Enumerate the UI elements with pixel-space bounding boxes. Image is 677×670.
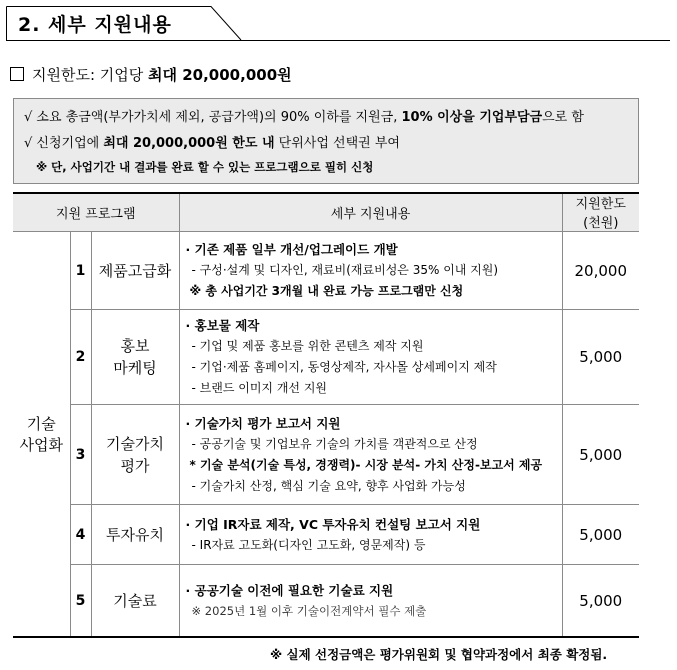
note-3: ※ 단, 사업기간 내 결과를 완료 할 수 있는 프로그램으로 필히 신청 — [36, 160, 374, 174]
category-cell — [13, 232, 70, 637]
program-name-l1: 홍보 — [120, 337, 150, 355]
row-number: 2 — [70, 310, 91, 405]
note-2-a: √ 신청기업에 — [24, 136, 104, 151]
table-row — [13, 405, 639, 505]
program-name — [91, 405, 179, 505]
detail-line: · 기존 제품 일부 개선/업그레이드 개발 — [185, 242, 398, 257]
program-table — [13, 192, 639, 637]
limit-amount-cell: 5,000 — [562, 310, 639, 405]
program-detail — [179, 505, 562, 565]
detail-line: ※ 2025년 1월 이후 기술이전계약서 필수 제출 — [191, 603, 427, 618]
note-1-c: 으로 함 — [542, 110, 584, 125]
row-number: 1 — [70, 232, 91, 310]
program-detail — [179, 405, 562, 505]
notes-box — [13, 98, 639, 184]
header-underline — [6, 40, 670, 41]
table-row — [13, 232, 639, 310]
program-name-l1: 기술료 — [113, 591, 157, 610]
header-limit — [562, 193, 639, 232]
detail-line: ※ 총 사업기간 3개월 내 완료 가능 프로그램만 신청 — [189, 284, 464, 298]
detail-line: * 기술 분석(기술 특성, 경쟁력)- 시장 분석- 가치 산정-보고서 제공 — [189, 457, 543, 472]
table-top-rule — [13, 192, 639, 194]
detail-line: - 공공기술 및 기업보유 기술의 가치를 객관적으로 산정 — [191, 436, 478, 451]
program-detail — [179, 565, 562, 637]
header-program: 지원 프로그램 — [13, 193, 179, 232]
program-name-l1: 제품고급화 — [98, 261, 172, 280]
detail-line: - 기업·제품 홈페이지, 동영상제작, 자사몰 상세페이지 제작 — [191, 360, 497, 374]
detail-line: · 공공기술 이전에 필요한 기술료 지원 — [185, 582, 394, 598]
program-name — [91, 505, 179, 565]
table-row — [13, 505, 639, 565]
program-name — [91, 310, 179, 405]
note-1 — [24, 106, 584, 125]
row-number: 5 — [70, 565, 91, 637]
program-detail — [179, 310, 562, 405]
detail-line: · 홍보물 제작 — [185, 318, 260, 333]
note-2-b: 최대 20,000,000원 한도 내 — [103, 136, 275, 151]
note-2-c: 단위사업 선택권 부여 — [274, 136, 400, 151]
header-detail: 세부 지원내용 — [179, 193, 562, 232]
program-name-l1: 기술가치 — [106, 434, 164, 453]
program-name-l1: 투자유치 — [106, 525, 164, 544]
table-row — [13, 310, 639, 405]
note-1-a: √ 소요 총금액(부가가치세 제외, 공급가액)의 90% 이하를 지원금, — [24, 110, 402, 125]
limit-amount: 최대 20,000,000원 — [148, 66, 292, 84]
section-header-tab — [6, 6, 242, 40]
category-l1: 기술 — [26, 415, 56, 433]
footnote: ※ 실제 선정금액은 평가위원회 및 협약과정에서 최종 확정됨. — [270, 647, 608, 662]
program-name-l2: 마케팅 — [113, 359, 157, 377]
detail-line: - 기술가치 산정, 핵심 기술 요약, 향후 사업화 가능성 — [191, 478, 466, 493]
detail-line: - IR자료 고도화(디자인 고도화, 영문제작) 등 — [191, 537, 426, 552]
header-limit-l1: 지원한도 — [575, 197, 626, 212]
row-number: 3 — [70, 405, 91, 505]
support-limit-line — [10, 64, 292, 85]
limit-amount-cell: 20,000 — [562, 232, 639, 310]
category-l2: 사업화 — [19, 436, 63, 454]
row-number: 4 — [70, 505, 91, 565]
table-header-row — [13, 193, 639, 232]
limit-amount-cell: 5,000 — [562, 505, 639, 565]
program-detail — [179, 232, 562, 310]
limit-amount-cell: 5,000 — [562, 565, 639, 637]
limit-amount-cell: 5,000 — [562, 405, 639, 505]
detail-line: - 기업 및 제품 홍보를 위한 콘텐츠 제작 지원 — [191, 339, 424, 353]
detail-line: - 브랜드 이미지 개선 지원 — [191, 381, 328, 395]
program-name-l2: 평가 — [120, 456, 150, 475]
note-2 — [24, 132, 400, 151]
section-title: 2. 세부 지원내용 — [18, 14, 172, 36]
program-name — [91, 565, 179, 637]
note-1-b: 10% 이상을 기업부담금 — [401, 110, 543, 125]
detail-line: - 구성·설계 및 디자인, 재료비(재료비성은 35% 이내 지원) — [191, 263, 499, 277]
program-name — [91, 232, 179, 310]
detail-line: · 기업 IR자료 제작, VC 투자유치 컨설팅 보고서 지원 — [185, 516, 481, 532]
header-limit-l2: (천원) — [583, 216, 619, 231]
detail-line: · 기술가치 평가 보고서 지원 — [185, 415, 341, 431]
limit-prefix: 지원한도: 기업당 — [32, 66, 149, 84]
table-bottom-rule — [13, 636, 639, 638]
table-row — [13, 565, 639, 637]
checkbox-square-icon — [10, 67, 24, 81]
